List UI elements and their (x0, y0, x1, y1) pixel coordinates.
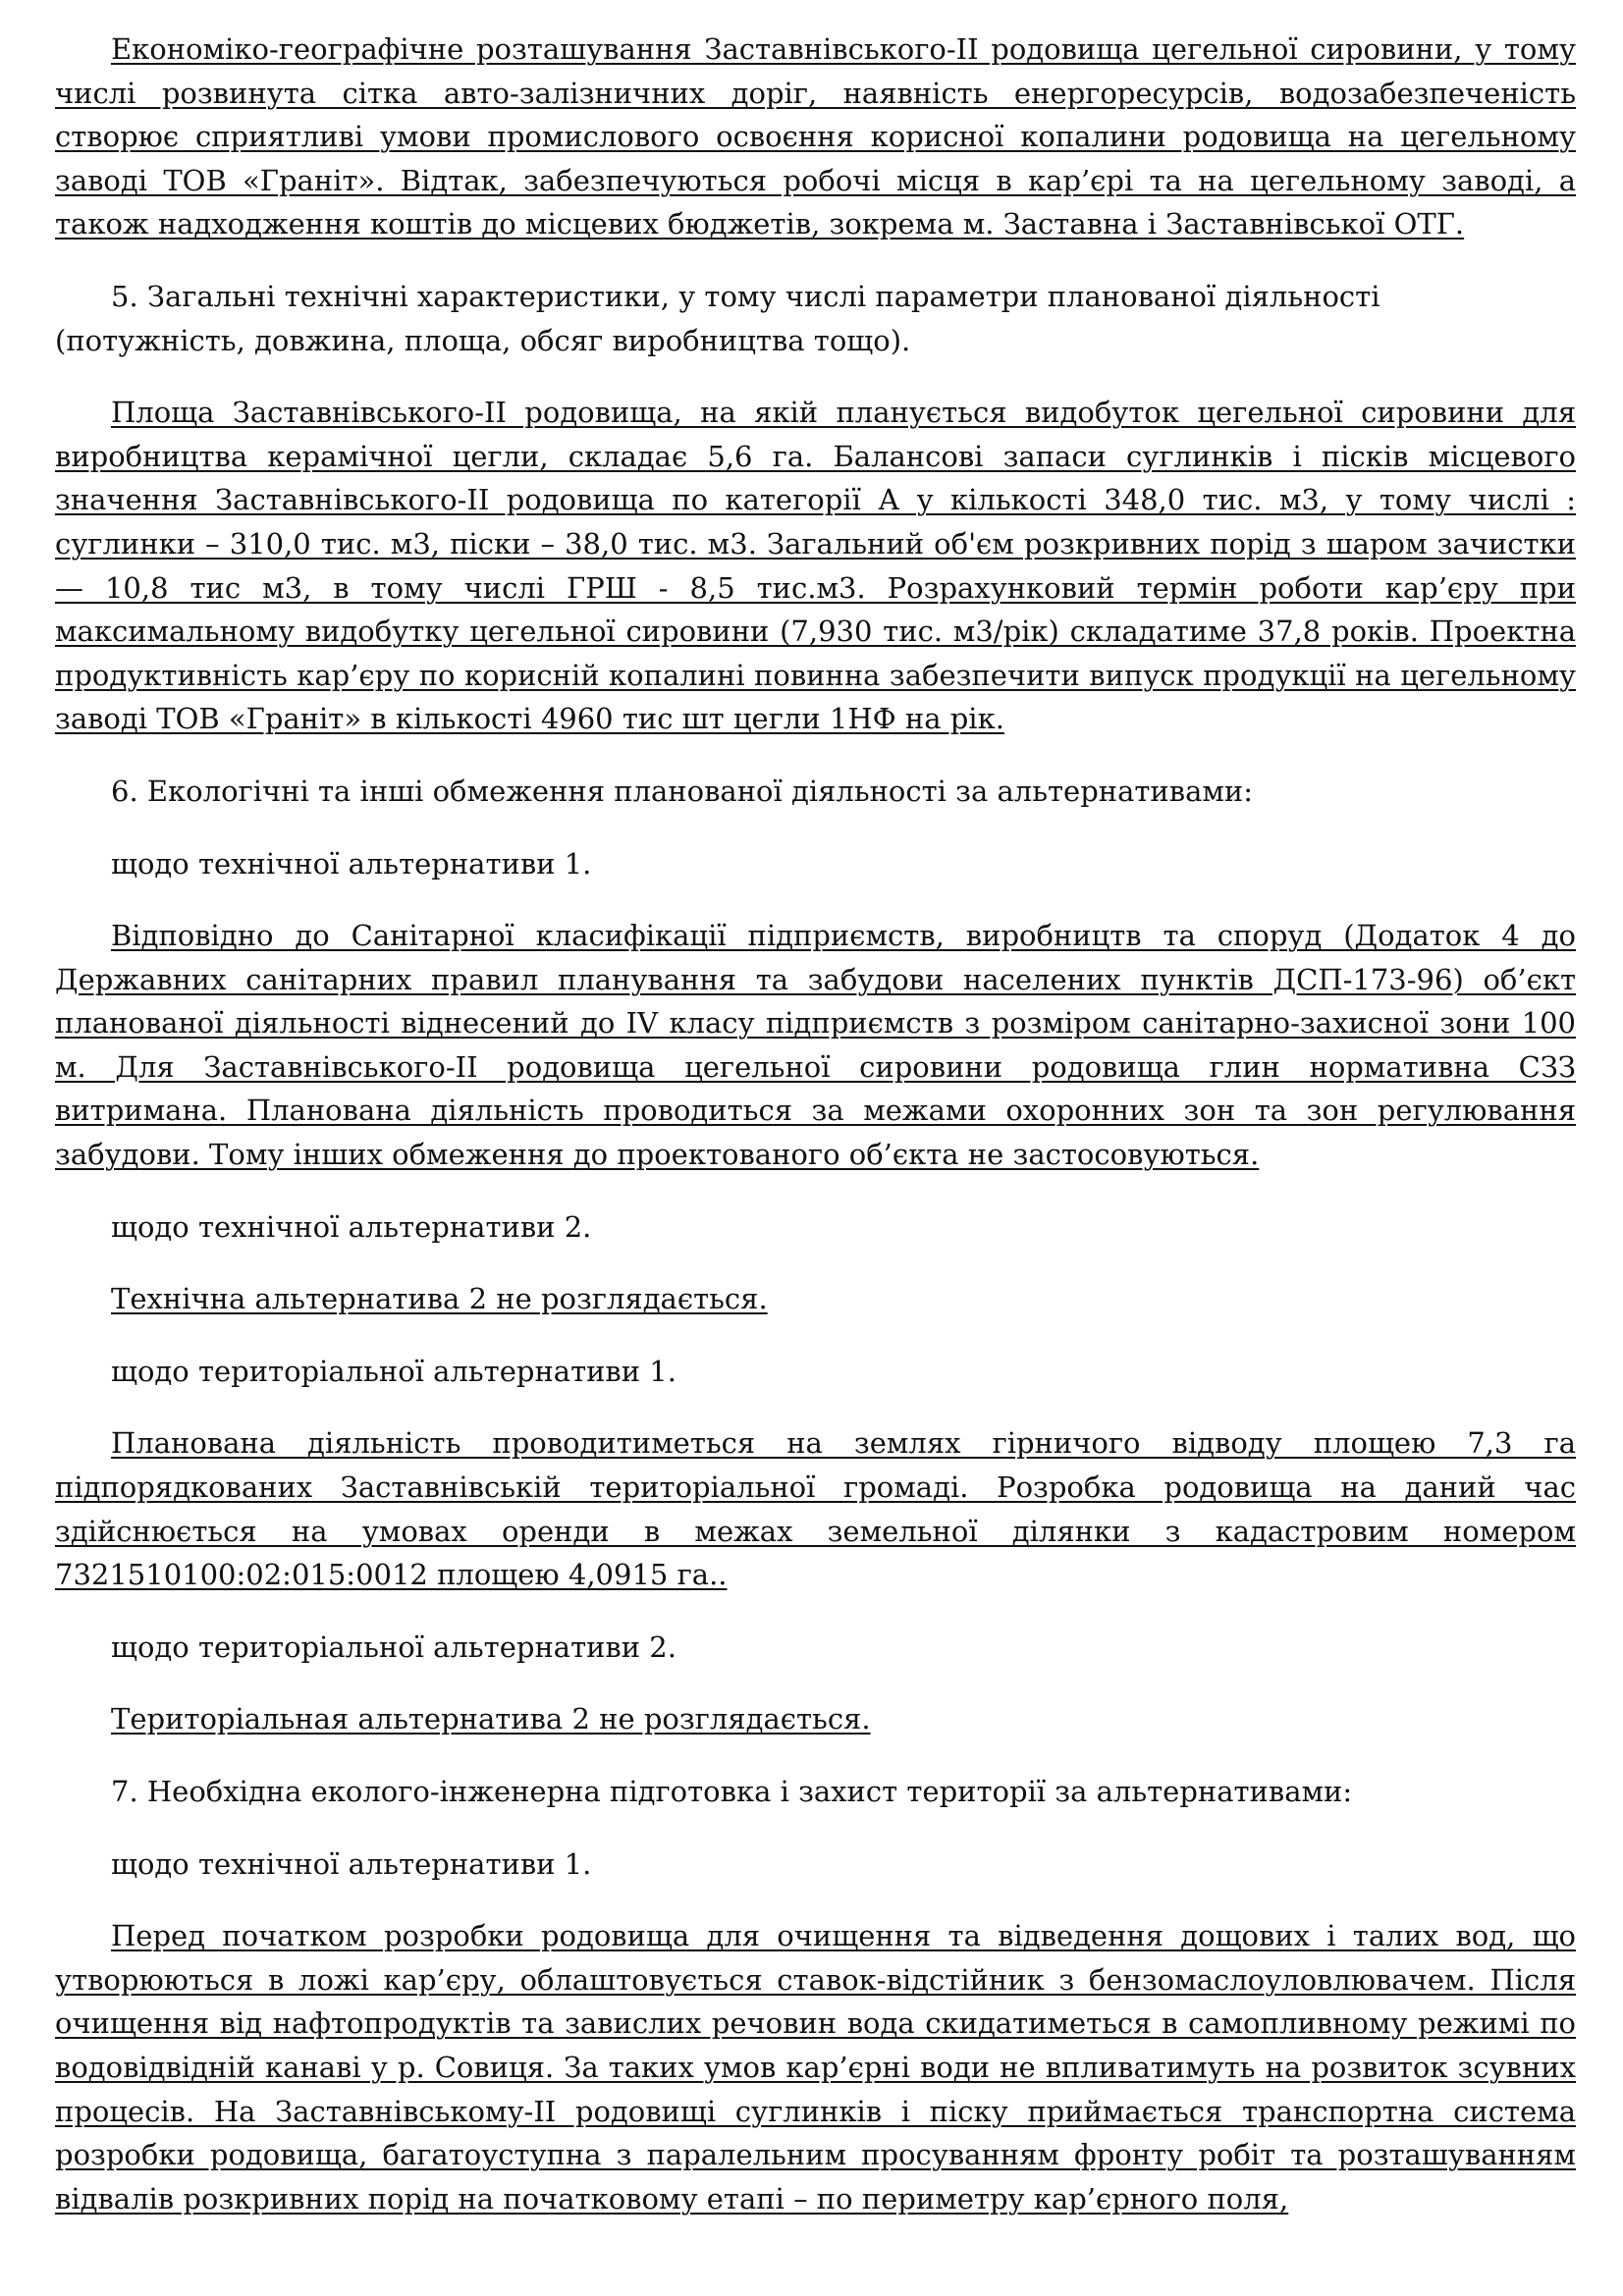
technical-alternative-1-repeat-label: щодо технічної альтернативи 1. (111, 1846, 592, 1881)
territorial-alternative-2-text: Територіальная альтернатива 2 не розглядається. (111, 1702, 871, 1736)
section-5-heading: 5. Загальні технічні характеристики, у тому числі параметри планованої діяльності (потужність, довжина, площа, обсяг виробництва тощо). (55, 279, 1380, 357)
territorial-alternative-2-label: щодо територіальної альтернативи 2. (111, 1629, 676, 1664)
paragraph-land-allocation: Планована діяльність проводитиметься на землях гірничого відводу площею 7,3 га підпорядкованих Заставнівській територіальної громаді. Розробка родовища на даний час здійснюється на умовах оренди в межах земельної ділянки з кадастровим номером 7321510100:02:015:0012 площею 4,0915 га.. (55, 1426, 1576, 1592)
paragraph-engineering-preparation: Перед початком розробки родовища для очищення та відведення дощових і талих вод, що утворюються в ложі кар’єру, облаштовується ставок-відстійник з бензомаслоуловлювачем. Після очищення від нафтопродуктів та завислих речовин вода скидатиметься в самопливному режимі по водовідвідній канаві у р. Совиця. За таких умов кар’єрні води не впливатимуть на розвиток зсувних процесів. На Заставнівському-ІІ родовищі суглинків і піску приймається транспортна система розробки родовища, багатоуступна з паралельним просуванням фронту робіт та розташуванням відвалів розкривних порід на початковому етапі – по периметру кар’єрного поля, (55, 1919, 1576, 2216)
technical-alternative-1-label: щодо технічної альтернативи 1. (111, 846, 592, 881)
paragraph-deposit-parameters: Площа Заставнівського-ІІ родовища, на якій планується видобуток цегельної сировини для виробництва керамічної цегли, складає 5,6 га. Балансові запаси суглинків і пісків місцевого значення Заставнівського-ІІ родовища по категорії А у кількості 348,0 тис. м3, у тому числі : суглинки – 310,0 тис. м3, піски – 38,0 тис. м3. Загальний об'єм розкривних порід з шаром зачистки — 10,8 тис м3, в тому числі ГРШ - 8,5 тис.м3. Розрахунковий термін роботи кар’єру при максимальному видобутку цегельної сировини (7,930 тис. м3/рік) складатиме 37,8 років. Проектна продуктивність кар’єру по корисній копалині повинна забезпечити випуск продукції на цегельному заводі ТОВ «Граніт» в кількості 4960 тис шт цегли 1НФ на рік. (55, 396, 1576, 736)
section-7-heading: 7. Необхідна еколого-інженерна підготовка і захист території за альтернативами: (111, 1775, 1353, 1808)
technical-alternative-2-label: щодо технічної альтернативи 2. (111, 1209, 592, 1244)
territorial-alternative-1-label: щодо територіальної альтернативи 1. (111, 1354, 676, 1388)
paragraph-sanitary-classification: Відповідно до Санітарної класифікації підприємств, виробництв та споруд (Додаток 4 до Державних санітарних правил планування та забудови населених пунктів ДСП-173-96) об’єкт планованої діяльності віднесений до IV класу підприємств з розміром санітарно-захисної зони 100 м. Для Заставнівського-ІІ родовища цегельної сировини родовища глин нормативна СЗЗ витримана. Планована діяльність проводиться за межами охоронних зон та зон регулювання забудови. Тому інших обмеження до проектованого об’єкта не застосовуються. (55, 919, 1576, 1172)
technical-alternative-2-text: Технічна альтернатива 2 не розглядається. (111, 1282, 768, 1316)
paragraph-location-benefits: Економіко-географічне розташування Заставнівського-ІІ родовища цегельної сировини, у тому числі розвинута сітка авто-залізничних доріг, наявність енергоресурсів, водозабезпеченість створює сприятливі умови промислового освоєння корисної копалини родовища на цегельному заводі ТОВ «Граніт». Відтак, забезпечуються робочі місця в кар’єрі та на цегельному заводі, а також надходження коштів до місцевих бюджетів, зокрема м. Заставна і Заставнівської ОТГ. (55, 32, 1576, 241)
document-page (55, 27, 1576, 2220)
section-6-heading: 6. Екологічні та інші обмеження планованої діяльності за альтернативами: (111, 774, 1254, 808)
